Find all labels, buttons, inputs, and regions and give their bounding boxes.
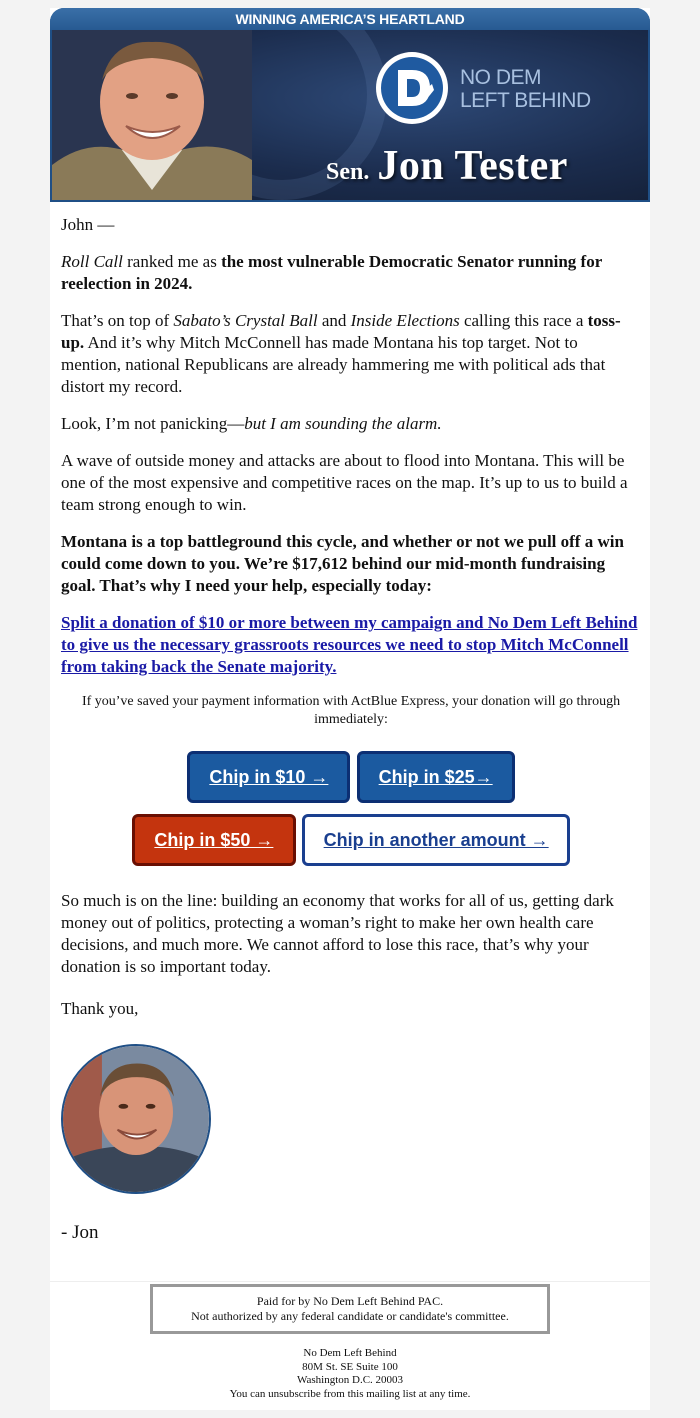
banner-image (52, 30, 648, 200)
paragraph-emphasis: Montana is a top battleground this cycle, and whether or not we pull off a win could come down to you. We’re $17,612 behind our mid-month fundraising goal. That’s why I need your help, especially today: (61, 532, 624, 595)
banner-tagline: WINNING AMERICA’S HEARTLAND (50, 8, 650, 30)
paragraph-text: and (317, 311, 351, 330)
unsubscribe-text: You can unsubscribe from this mailing list at any time. (229, 1387, 471, 1400)
city-address: Washington D.C. 20003 (296, 1374, 404, 1386)
paragraph-text: calling this race a (459, 311, 588, 330)
paragraph-battleground (61, 531, 641, 597)
logo-wordmark (460, 66, 591, 112)
senator-prefix: Sen. (326, 159, 370, 185)
org-name: No Dem Left Behind (303, 1347, 397, 1359)
publication-roll-call: Roll Call (61, 252, 123, 271)
paragraph-outside-money: A wave of outside money and attacks are about to flood into Montana. This will be one of the most expensive and competitive races on the map. It’s up to us to build a team strong enough to win. (61, 451, 628, 514)
paragraph-text: And it’s why Mitch McConnell has made Montana his top target. Not to mention, national Republicans are already hammering me with political ads that distort my record. (61, 333, 606, 396)
donation-button-row-2 (61, 814, 641, 866)
paragraph-emphasis: the most vulnerable Democratic Senator running for reelection in 2024. (61, 252, 602, 293)
not-authorized-line: Not authorized by any federal candidate or candidate's committee. (191, 1309, 509, 1323)
donate-link[interactable]: Split a donation of $10 or more between my campaign and No Dem Left Behind to give us the necessary grassroots resources we need to stop Mitch McConnell from taking back the Senate majority. (61, 613, 638, 676)
senator-photo (63, 1046, 209, 1192)
paragraph-text: ranked me as (122, 252, 222, 271)
chip-in-25-button[interactable]: Chip in $25→ (357, 751, 515, 803)
paragraph-alarm (61, 413, 641, 435)
publication-inside-elections: Inside Elections (350, 311, 460, 330)
chip-in-other-amount-button[interactable]: Chip in another amount → (302, 814, 570, 866)
senator-name (326, 142, 568, 190)
email-container (50, 8, 650, 1410)
actblue-express-note: If you’ve saved your payment information with ActBlue Express, your donation will go through immediately: (81, 694, 621, 727)
logo-line-2: LEFT BEHIND (460, 89, 591, 112)
chip-in-10-button[interactable]: Chip in $10 → (187, 751, 350, 803)
publication-sabato: Sabato’s Crystal Ball (173, 311, 318, 330)
paragraph-emphasis: but I am sounding the alarm. (244, 414, 442, 433)
senator-name-text: Jon Tester (377, 143, 568, 189)
street-address: 80M St. SE Suite 100 (302, 1360, 398, 1373)
thanks: Thank you, (61, 999, 139, 1018)
chip-in-50-button[interactable]: Chip in $50 → (132, 814, 296, 866)
header-banner (50, 8, 650, 202)
paragraph-ranking (61, 251, 641, 295)
paragraph-text: That’s on top of (61, 311, 174, 330)
paragraph-emphasis: toss-up. (61, 311, 621, 352)
signoff-avatar (61, 1044, 211, 1194)
signature: - Jon (61, 1222, 99, 1243)
logo-line-1: NO DEM (460, 66, 541, 89)
mailing-address (50, 1347, 650, 1401)
donation-button-row-1 (61, 751, 641, 803)
paragraph-closing: So much is on the line: building an economy that works for all of us, getting dark money out of politics, protecting a woman’s right to make her own health care decisions, and much more. We cannot afford to lose this race, that’s why your donation is so important today. (61, 891, 614, 976)
no-dem-left-behind-logo-icon (374, 50, 450, 126)
paragraph-cta (61, 612, 641, 678)
paid-for-line: Paid for by No Dem Left Behind PAC. (256, 1294, 444, 1308)
paid-for-disclaimer (150, 1284, 550, 1334)
email-body (61, 214, 641, 1259)
paragraph-text: Look, I’m not panicking— (61, 414, 245, 433)
paragraph-tossup (61, 310, 641, 398)
greeting: John — (61, 215, 115, 234)
senator-portrait (52, 30, 252, 200)
footer-divider (50, 1281, 650, 1282)
